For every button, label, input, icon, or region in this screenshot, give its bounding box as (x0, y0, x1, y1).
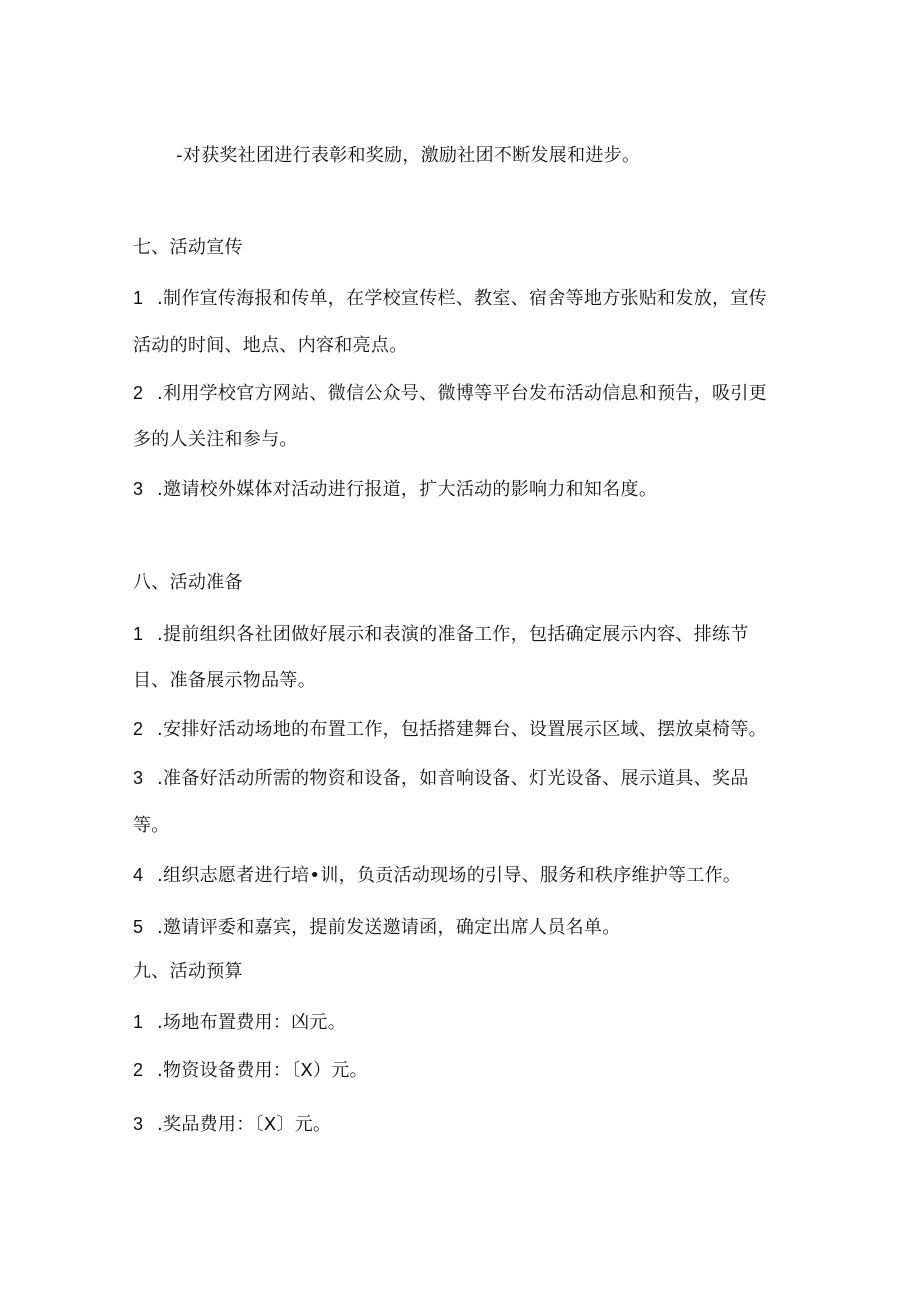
list-number: 5 (133, 917, 144, 937)
list-item-continuation: 多的人关注和参与。 (133, 429, 298, 450)
list-number: 2 (133, 1060, 144, 1080)
list-text: .提前组织各社团做好展示和表演的准备工作，包括确定展示内容、排练节 (157, 624, 749, 645)
list-text: .邀请校外媒体对活动进行报道，扩大活动的影响力和知名度。 (157, 479, 658, 500)
list-text: .场地布置费用：凶元。 (157, 1012, 347, 1033)
list-item-continuation: 目、准备展示物品等。 (133, 670, 316, 691)
list-number: 4 (133, 865, 144, 885)
list-item (133, 1058, 368, 1083)
list-item-continuation: 等。 (133, 815, 170, 836)
list-number: 2 (133, 719, 144, 739)
list-text: .组织志愿者进行培•训，负贡活动现场的引导、服务和秩序维护等工作。 (157, 865, 742, 886)
list-item (133, 381, 767, 406)
list-text: .邀请评委和嘉宾，提前发送邀请函，确定出席人员名单。 (157, 917, 621, 938)
list-number: 1 (133, 288, 144, 308)
list-item (133, 915, 621, 940)
list-number: 3 (133, 768, 144, 788)
section-heading: 九、活动预算 (133, 961, 243, 982)
list-item (133, 717, 767, 742)
list-item (133, 477, 657, 502)
section-heading: 八、活动准备 (133, 572, 243, 593)
list-text: .奖品费用：〔X〕元。 (157, 1114, 332, 1135)
list-number: 2 (133, 383, 144, 403)
list-item-continuation: 活动的时间、地点、内容和亮点。 (133, 335, 408, 356)
body-text-line: -对获奖社团进行表彰和奖励，激励社团不断发展和进步。 (176, 145, 641, 166)
section-heading: 七、活动宣传 (133, 237, 243, 258)
list-text: .利用学校官方网站、微信公众号、微博等平台发布活动信息和预告，吸引更 (157, 383, 767, 404)
list-item (133, 863, 741, 888)
list-number: 1 (133, 624, 144, 644)
list-text: .制作宣传海报和传单，在学校宣传栏、教室、宿舍等地方张贴和发放，宣传 (157, 288, 767, 309)
list-item (133, 1010, 346, 1035)
list-text: .安排好活动场地的布置工作，包括搭建舞台、设置展示区域、摆放桌椅等。 (157, 719, 767, 740)
list-number: 3 (133, 1114, 144, 1134)
list-text: .准备好活动所需的物资和设备，如音响设备、灯光设备、展示道具、奖品 (157, 768, 749, 789)
list-item (133, 1112, 331, 1137)
list-number: 3 (133, 479, 144, 499)
list-text: .物资设备费用：〔X）元。 (157, 1060, 368, 1081)
list-item (133, 766, 749, 791)
list-item (133, 622, 749, 647)
list-item (133, 286, 767, 311)
list-number: 1 (133, 1012, 144, 1032)
